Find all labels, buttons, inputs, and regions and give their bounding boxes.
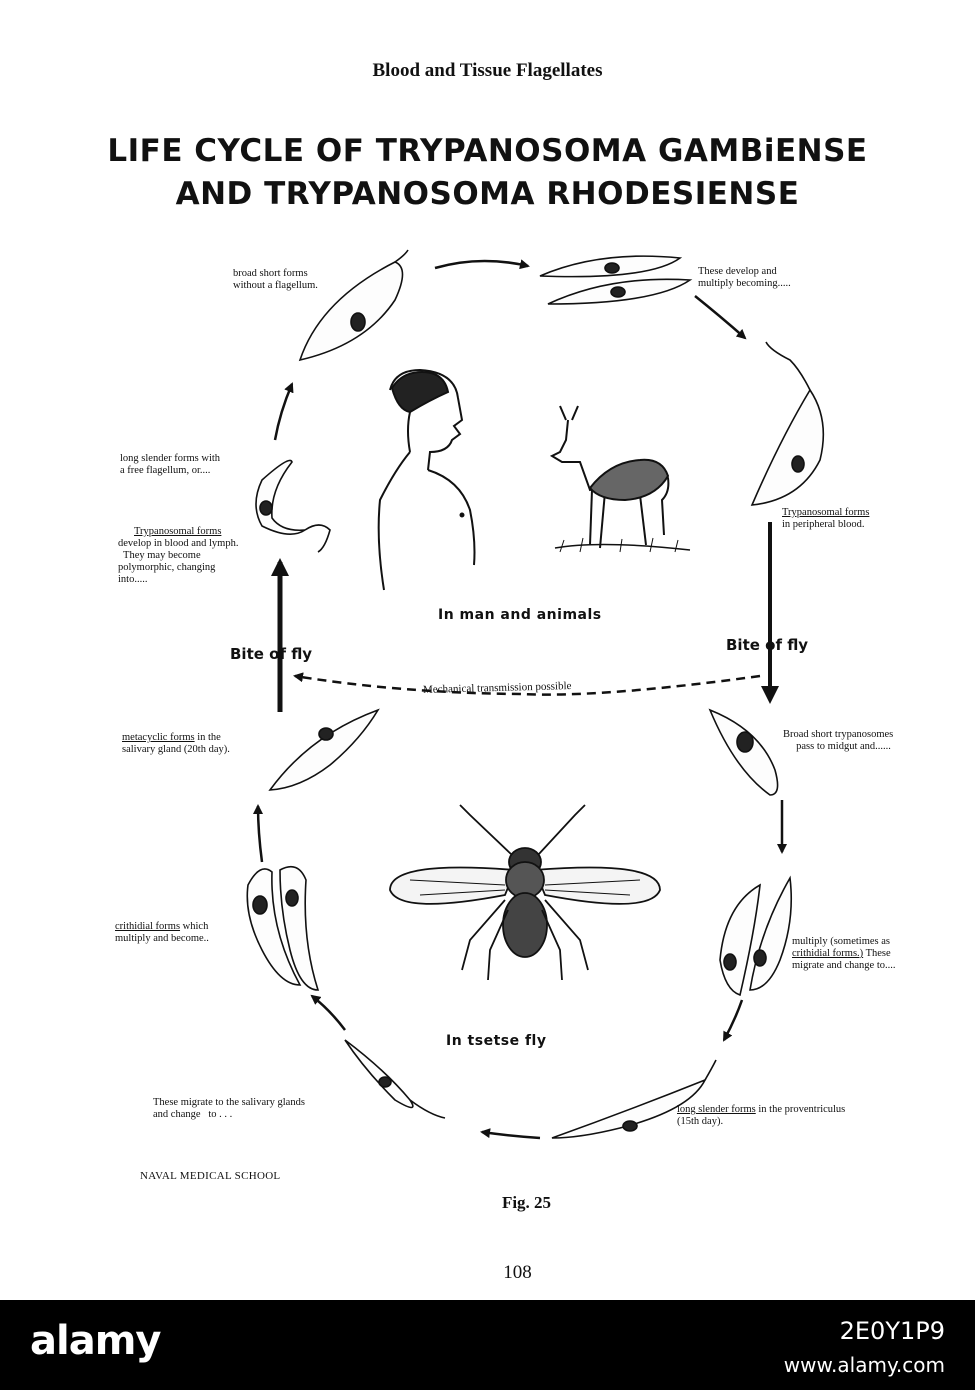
caption-long-slender-free: long slender forms with a free flagellum, or.... [120,453,221,476]
crithidial-left-rest-2: multiply and become.. [115,933,209,944]
context-man-and-animals: In man and animals [438,607,602,623]
caption-proventriculus [677,1104,845,1128]
arrow-up-to-broad [275,384,292,440]
peripheral-forms-rest: in peripheral blood. [782,519,865,530]
running-head: Blood and Tissue Flagellates [372,60,603,81]
arrow-up-to-metacyclic [258,806,262,862]
caption-midgut: Broad short trypanosomes pass to midgut and...... [783,729,894,752]
caption-multiply [792,936,896,972]
caption-blood-lymph [118,526,238,586]
crithidial-left-icon [247,867,318,990]
metacyclic-term: metacyclic forms [122,732,195,743]
caption-salivary-migrate: These migrate to the salivary glands and change to . . . [153,1097,305,1120]
metacyclic-rest-1: in the [194,732,221,743]
proventriculus-rest-1: in the proventriculus [755,1104,846,1115]
salivary-migrating-icon [345,1040,445,1118]
bite-of-fly-left: Bite of fly [230,645,313,663]
multiply-line-1: multiply (sometimes as [792,936,890,947]
arrow-up-to-crithidial [312,996,345,1030]
bite-of-fly-right: Bite of fly [726,636,809,654]
alamy-site: www.alamy.com [783,1353,945,1377]
dividing-trypanosomes-icon [540,256,690,304]
multiply-crithidial-term: crithidial forms.) [792,948,864,959]
arrow-dividing-to-slender [695,296,745,338]
tsetse-fly-illustration [390,805,660,980]
figure-label: Fig. 25 [501,1193,552,1212]
proventriculus-term: long slender forms [677,1104,756,1115]
school-credit: NAVAL MEDICAL SCHOOL [140,1170,281,1182]
antelope-host-illustration [552,406,690,552]
caption-peripheral-blood [782,507,869,531]
page-number: 108 [503,1262,532,1283]
caption-broad-short-forms: broad short forms without a flagellum. [233,268,318,291]
arrow-proventriculus-left [482,1132,540,1138]
crithidial-left-rest-1: which [180,921,209,932]
broad-short-midgut-icon [710,710,778,795]
blood-lymph-term: Trypanosomal forms [134,526,222,537]
arrow-multiply-down [724,1000,742,1040]
diagram-title-line-2: AND TRYPANOSOMA RHODESIENSE [175,176,800,212]
caption-mechanical-transmission: Mechanical transmission possible [422,680,572,696]
peripheral-trypanosome-icon [752,342,823,505]
multiply-line-2-rest: These [863,948,891,959]
peripheral-forms-term: Trypanosomal forms [782,507,870,518]
metacyclic-trypanosome-icon [270,710,378,790]
broad-short-trypanosome-icon [300,250,408,360]
caption-develop-multiply: These develop and multiply becoming..... [698,266,791,289]
arrow-broad-to-dividing [435,261,528,268]
crithidial-right-icon [720,878,791,995]
proventriculus-rest-2: (15th day). [677,1116,724,1127]
metacyclic-rest-2: salivary gland (20th day). [122,744,230,755]
caption-crithidial-left [115,921,209,945]
crithidial-left-term: crithidial forms [115,921,181,932]
multiply-line-3: migrate and change to.... [792,960,896,971]
caption-metacyclic [122,732,230,756]
diagram-title-line-1: LIFE CYCLE OF TRYPANOSOMA GAMBiENSE [107,133,868,169]
blood-lymph-rest: develop in blood and lymph. They may become polymorphic, changing into..... [118,538,239,585]
alamy-logo: alamy [30,1318,161,1364]
context-tsetse-fly: In tsetse fly [446,1033,547,1049]
long-slender-free-flagellum-icon [256,460,330,552]
image-code: 2E0Y1P9 [839,1317,945,1345]
man-host-illustration [379,370,475,590]
